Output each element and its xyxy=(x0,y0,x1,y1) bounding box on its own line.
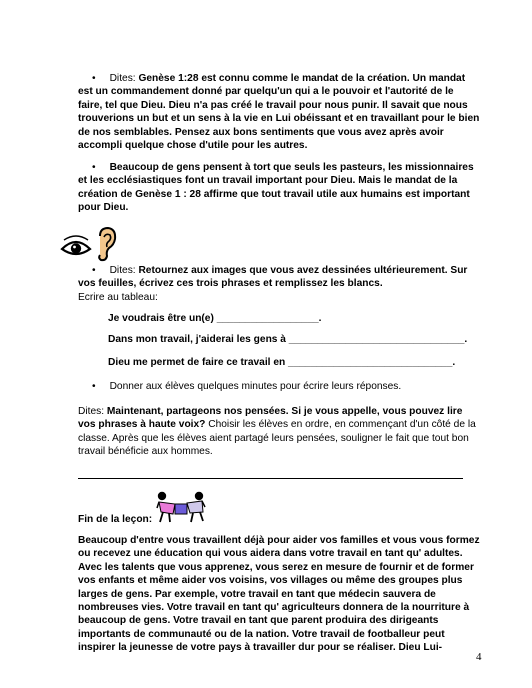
children-carrying-icon xyxy=(155,490,207,524)
paragraph-creation-mandate xyxy=(78,72,480,152)
ear-icon xyxy=(99,228,115,260)
paragraph-text: Retournez aux images que vous avez dessinées ultérieurement. Sur vos feuilles, écrivez ces trois phrases et remplissez les blancs. xyxy=(78,265,468,290)
board-instruction: Ecrire au tableau: xyxy=(78,291,158,303)
end-of-lesson-title: Fin de la leçon: xyxy=(78,514,153,525)
bullet: • xyxy=(92,73,96,84)
paragraph-text: Donner aux élèves quelques minutes pour écrire leurs réponses. xyxy=(109,381,402,392)
section-divider xyxy=(78,478,463,479)
paragraph-text: Beaucoup de gens pensent à tort que seuls les pasteurs, les missionnaires et les ecclésiastiques font un travail important pour Dieu. Mais le mandat de la création de Genèse 1 : 28 affirme que tout travail utile aux humains est important pour Dieu. xyxy=(78,162,474,214)
page-number: 4 xyxy=(476,651,482,663)
paragraph-all-work-important xyxy=(78,161,480,215)
dites-label: Dites: xyxy=(78,406,107,417)
fill-sentence-3: Dieu me permet de faire ce travail en _____________________________. xyxy=(108,357,456,368)
child-left-icon xyxy=(157,492,175,522)
dites-label: Dites: xyxy=(109,73,139,84)
bullet: • xyxy=(92,265,96,276)
eye-ear-icon xyxy=(60,226,120,264)
dites-label: Dites: xyxy=(109,265,139,276)
bullet: • xyxy=(92,162,96,173)
box-icon xyxy=(175,504,187,514)
paragraph-bold-text: Maintenant, partageons nos pensées. Si je vous appelle, vous pouvez lire vos phrases à haute voix? xyxy=(78,406,463,431)
closing-paragraph: Beaucoup d'entre vous travaillent déjà pour aider vos familles et vous vous formez ou recevez une éducation qui vous aidera dans votre travail en tant qu' adultes. Avec les talents que vous apprenez, vous serez en mesure de fournir et de former vos enfants et même aider vos voisins, vos villages ou même des groupes plus larges de gens. Par exemple, votre travail en tant que médecin sauvera de nombreuses vies. Votre travail en tant qu' agriculteurs donnera de la nourriture à beaucoup de gens. Votre travail en tant que parent produira des dirigeants importants de communauté ou de la nation. Votre travail de footballeur peut inspirer la jeunesse de votre pays à travailler dur pour se réaliser. Dieu Lui- xyxy=(78,535,480,654)
fill-sentence-2: Dans mon travail, j'aiderai les gens à _______________________________. xyxy=(108,334,468,345)
bullet: • xyxy=(92,381,96,392)
child-right-icon xyxy=(187,492,205,522)
paragraph-return-to-drawings xyxy=(78,264,480,304)
fill-sentence-1: Je voudrais être un(e) __________________. xyxy=(108,313,322,324)
paragraph-text: Choisir les élèves en ordre, en commençant d'un côté de la classe. Après que les élèves aient partagé leurs pensées, souligner le fait que tout bon travail bénéficie aux hommes. xyxy=(78,419,476,458)
paragraph-text: Genèse 1:28 est connu comme le mandat de la création. Un mandat est un commandement donné par quelqu'un qui a le pouvoir et l'autorité de le faire, tel que Dieu. Dieu n'a pas créé le travail pour nous punir. Il savait que nous trouverions un but et un sens à la vie en Lui obéissant et en travaillant pour le bien de nos semblables. Pensez aux bons sentiments que vous avez après avoir accompli quelque chose d'utile pour les autres. xyxy=(78,73,480,152)
paragraph-give-time xyxy=(78,380,480,393)
paragraph-share-thoughts xyxy=(78,405,480,459)
eye-icon xyxy=(62,236,90,254)
